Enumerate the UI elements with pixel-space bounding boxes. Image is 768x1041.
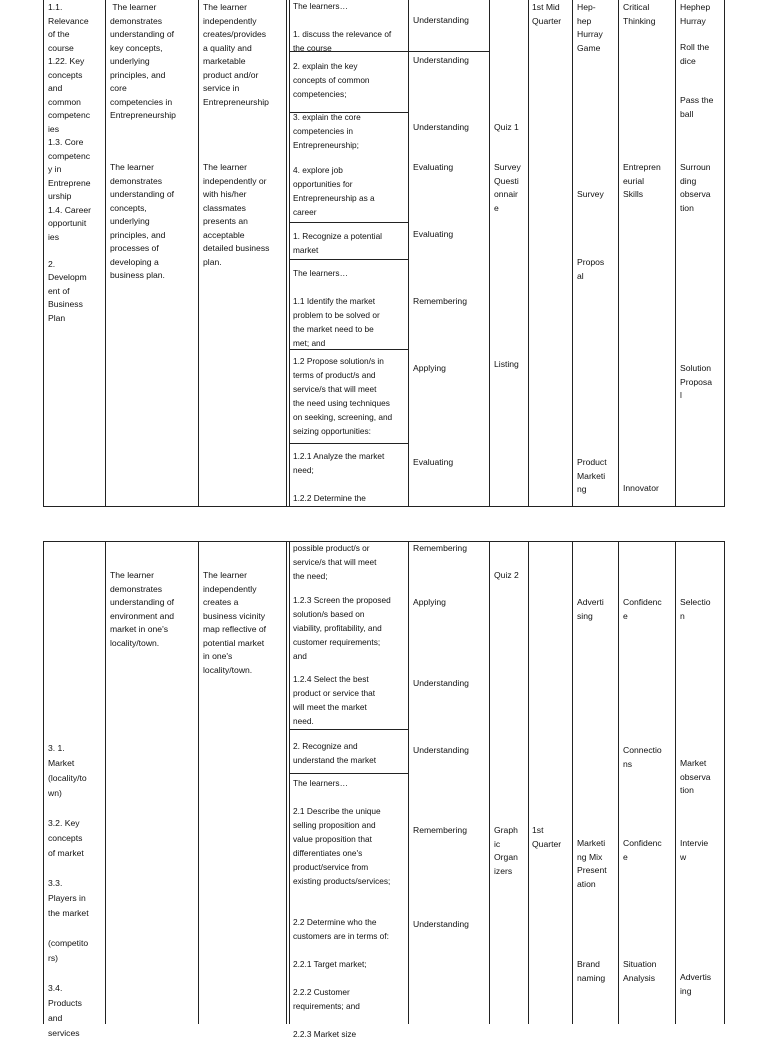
activity: Brand naming <box>577 959 606 983</box>
table-border <box>675 541 676 1024</box>
strategy: Solution Proposa l <box>680 363 713 400</box>
learning-objective: 3. explain the core competencies in Entrepreneurship; <box>293 112 361 150</box>
assessment: Quiz 2 <box>494 570 519 580</box>
activity: Adverti sing <box>577 597 604 621</box>
table-border <box>289 729 409 730</box>
strategy: Market observa tion <box>680 758 711 795</box>
table-border <box>289 541 290 1024</box>
core-value: Confidenc e <box>623 597 662 621</box>
table-border <box>724 541 725 1024</box>
strategy: Intervie w <box>680 838 709 862</box>
table-border <box>105 0 106 506</box>
content-topics: 1.1. Relevance of the course 1.22. Key concepts and common competenc ies 1.3. Core competenc y in Entreprene urship 1.4. Career opportunit ies 2. Developm ent of Business Plan <box>48 2 91 323</box>
quarter-label: 1st Mid Quarter <box>532 2 562 26</box>
activity: Propos al <box>577 257 605 281</box>
learning-objective: 2. explain the key concepts of common competencies; <box>293 61 370 99</box>
table-border <box>724 0 725 506</box>
cognitive-level: Applying <box>413 597 446 607</box>
table-border <box>198 0 199 506</box>
strategy: Advertis ing <box>680 972 712 996</box>
table-border <box>43 506 725 507</box>
assessment: Quiz 1 <box>494 122 519 132</box>
cognitive-level: Understanding <box>413 919 469 929</box>
activity: Hep- hep Hurray Game <box>577 2 603 53</box>
activity: Product Marketi ng <box>577 457 607 494</box>
assessment: Listing <box>494 359 519 369</box>
table-border <box>528 0 529 506</box>
table-border <box>198 541 199 1024</box>
cognitive-level: Understanding <box>413 678 469 688</box>
table-border <box>528 541 529 1024</box>
learning-objective: The learners… 1.1 Identify the market problem to be solved or the market need to be met; and <box>293 268 380 348</box>
table-page-2 <box>0 541 768 1039</box>
table-border <box>572 0 573 506</box>
core-value: Critical Thinking <box>623 2 656 26</box>
core-value: Confidenc e <box>623 838 662 862</box>
performance-standard: The learner independently creates/provides a quality and marketable product and/or service in Entrepreneurship <box>203 2 269 107</box>
table-border <box>408 0 409 506</box>
core-value: Innovator <box>623 483 659 493</box>
core-value: Situation Analysis <box>623 959 657 983</box>
learning-objective: 1.2.1 Analyze the market need; 1.2.2 Determine the <box>293 451 385 503</box>
cognitive-level: Remembering <box>413 825 467 835</box>
learning-objective: 1.2.3 Screen the proposed solution/s based on viability, profitability, and customer requirements; and <box>293 595 391 661</box>
activity: Marketi ng Mix Present ation <box>577 838 607 889</box>
cognitive-level: Understanding <box>413 15 469 25</box>
learning-objective: possible product/s or service/s that will meet the need; <box>293 543 377 581</box>
learning-objective: 4. explore job opportunities for Entrepreneurship as a career <box>293 165 375 217</box>
performance-standard: The learner independently or with his/her classmates presents an acceptable detailed business plan. <box>203 162 270 267</box>
core-value: Connectio ns <box>623 745 662 769</box>
table-border <box>43 541 44 1024</box>
learning-objective: 1. Recognize a potential market <box>293 231 383 255</box>
table-border <box>408 541 409 1024</box>
table-border <box>289 443 409 444</box>
learning-objective: 1.2.4 Select the best product or service that will meet the market need. <box>293 674 376 726</box>
table-border <box>289 259 409 260</box>
quarter-label: 1st Quarter <box>532 825 562 849</box>
table-border <box>105 541 106 1024</box>
strategy: Roll the dice <box>680 42 710 66</box>
content-standard: The learner demonstrates understanding of environment and market in one's locality/town. <box>110 570 175 648</box>
table-border <box>675 0 676 506</box>
table-border <box>618 0 619 506</box>
table-border <box>289 222 409 223</box>
learning-objective: 2.2 Determine who the customers are in terms of: 2.2.1 Target market; 2.2.2 Customer requirements; and 2.2.3 Market size <box>293 917 389 1039</box>
learning-objective: 1.2 Propose solution/s in terms of product/s and service/s that will meet the need using techniques on seeking, screening, and seizing opportunities: <box>293 356 393 436</box>
activity: Survey <box>577 189 604 199</box>
table-border <box>289 0 290 506</box>
table-border <box>489 541 490 1024</box>
strategy: Surroun ding observa tion <box>680 162 711 213</box>
performance-standard: The learner independently creates a business vicinity map reflective of potential market in one's locality/town. <box>203 570 267 675</box>
cognitive-level: Remembering <box>413 296 467 306</box>
cognitive-level: Understanding <box>413 745 469 755</box>
cognitive-level: Applying <box>413 363 446 373</box>
table-border <box>43 0 44 506</box>
cognitive-level: Remembering <box>413 543 467 553</box>
core-value: Entrepren eurial Skills <box>623 162 661 199</box>
cognitive-level: Evaluating <box>413 229 454 239</box>
table-border <box>289 773 409 774</box>
learning-objective: The learners… 2.1 Describe the unique selling proposition and value proposition that differentiates one's product/service from existing products/services; <box>293 778 391 886</box>
learning-objective: The learners… 1. discuss the relevance of the course <box>293 1 392 53</box>
content-standard: The learner demonstrates understanding of concepts, underlying principles, and processes of developing a business plan. <box>110 162 175 280</box>
content-topics: 3. 1. Market (locality/to wn) 3.2. Key concepts of market 3.3. Players in the market (competito rs) 3.4. Products and services <box>48 743 89 1038</box>
strategy: Selectio n <box>680 597 711 621</box>
learning-objective: 2. Recognize and understand the market <box>293 741 377 765</box>
assessment: Graph ic Organ izers <box>494 825 518 876</box>
content-standard: The learner demonstrates understanding of key concepts, underlying principles, and core competencies in Entrepreneurship <box>110 2 176 120</box>
cognitive-level: Evaluating <box>413 162 454 172</box>
strategy: Pass the ball <box>680 95 714 119</box>
cognitive-level: Understanding <box>413 122 469 132</box>
table-border <box>489 0 490 506</box>
strategy: Hephep Hurray <box>680 2 711 26</box>
table-page-1 <box>0 0 768 506</box>
cognitive-level: Evaluating <box>413 457 454 467</box>
cognitive-level: Understanding <box>413 55 469 65</box>
table-border <box>572 541 573 1024</box>
assessment: Survey Questi onnair e <box>494 162 521 213</box>
